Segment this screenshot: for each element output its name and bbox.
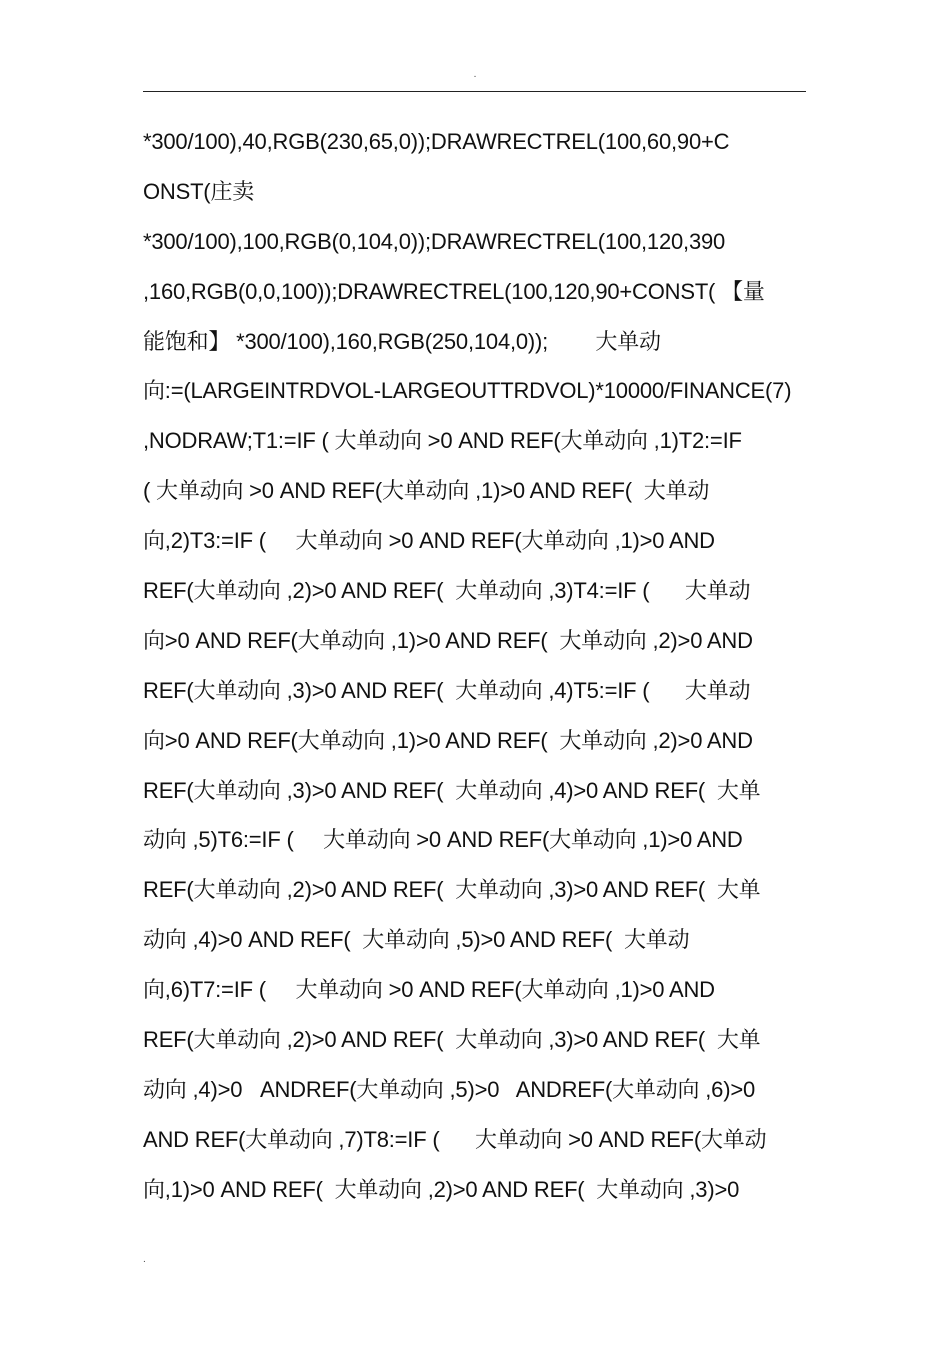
text-line: REF(大单动向 ,2)>0 AND REF( 大单动向 ,3)>0 AND REF( 大单 xyxy=(143,877,761,903)
text-line: ONST(庄卖 xyxy=(143,178,255,204)
text-line: ,160,RGB(0,0,100));DRAWRECTREL(100,120,90+CONST( 【量 xyxy=(143,278,765,304)
text-line: 向,1)>0 AND REF( 大单动向 ,2)>0 AND REF( 大单动向 ,3)>0 xyxy=(143,1176,740,1202)
formula-text-block xyxy=(143,117,843,1215)
text-line: 动向 ,5)T6:=IF ( 大单动向 >0 AND REF(大单动向 ,1)>0 AND xyxy=(143,827,743,853)
text-line: AND REF(大单动向 ,7)T8:=IF ( 大单动向 >0 AND REF(大单动 xyxy=(143,1126,767,1152)
text-line: *300/100),40,RGB(230,65,0));DRAWRECTREL(100,60,90+C xyxy=(143,129,730,154)
text-line: ,NODRAW;T1:=IF ( 大单动向 >0 AND REF(大单动向 ,1)T2:=IF xyxy=(143,428,742,454)
text-line: 能饱和】 *300/100),160,RGB(250,104,0)); 大单动 xyxy=(143,328,661,354)
text-line: REF(大单动向 ,3)>0 AND REF( 大单动向 ,4)T5:=IF ( 大单动 xyxy=(143,677,751,703)
text-line: 向>0 AND REF(大单动向 ,1)>0 AND REF( 大单动向 ,2)>0 AND xyxy=(143,727,753,753)
text-line: REF(大单动向 ,2)>0 AND REF( 大单动向 ,3)>0 AND REF( 大单 xyxy=(143,1027,761,1053)
header-mark: . xyxy=(473,69,477,80)
text-line: ( 大单动向 >0 AND REF(大单动向 ,1)>0 AND REF( 大单动 xyxy=(143,478,710,504)
text-line: *300/100),100,RGB(0,104,0));DRAWRECTREL(100,120,390 xyxy=(143,228,726,254)
text-line: 向,2)T3:=IF ( 大单动向 >0 AND REF(大单动向 ,1)>0 AND xyxy=(143,528,715,554)
text-line: 动向 ,4)>0 ANDREF(大单动向 ,5)>0 ANDREF(大单动向 ,6)>0 xyxy=(143,1076,756,1102)
text-line: 向>0 AND REF(大单动向 ,1)>0 AND REF( 大单动向 ,2)>0 AND xyxy=(143,627,753,653)
text-line: 向:=(LARGEINTRDVOL-LARGEOUTTRDVOL)*10000/FINANCE(7) xyxy=(143,378,792,404)
text-line: 动向 ,4)>0 AND REF( 大单动向 ,5)>0 AND REF( 大单动 xyxy=(143,927,690,953)
header-rule xyxy=(143,91,806,92)
text-line: 向,6)T7:=IF ( 大单动向 >0 AND REF(大单动向 ,1)>0 AND xyxy=(143,977,715,1003)
text-line: REF(大单动向 ,2)>0 AND REF( 大单动向 ,3)T4:=IF ( 大单动 xyxy=(143,578,751,604)
footer-mark: . xyxy=(143,1254,146,1265)
text-line: REF(大单动向 ,3)>0 AND REF( 大单动向 ,4)>0 AND REF( 大单 xyxy=(143,777,761,803)
